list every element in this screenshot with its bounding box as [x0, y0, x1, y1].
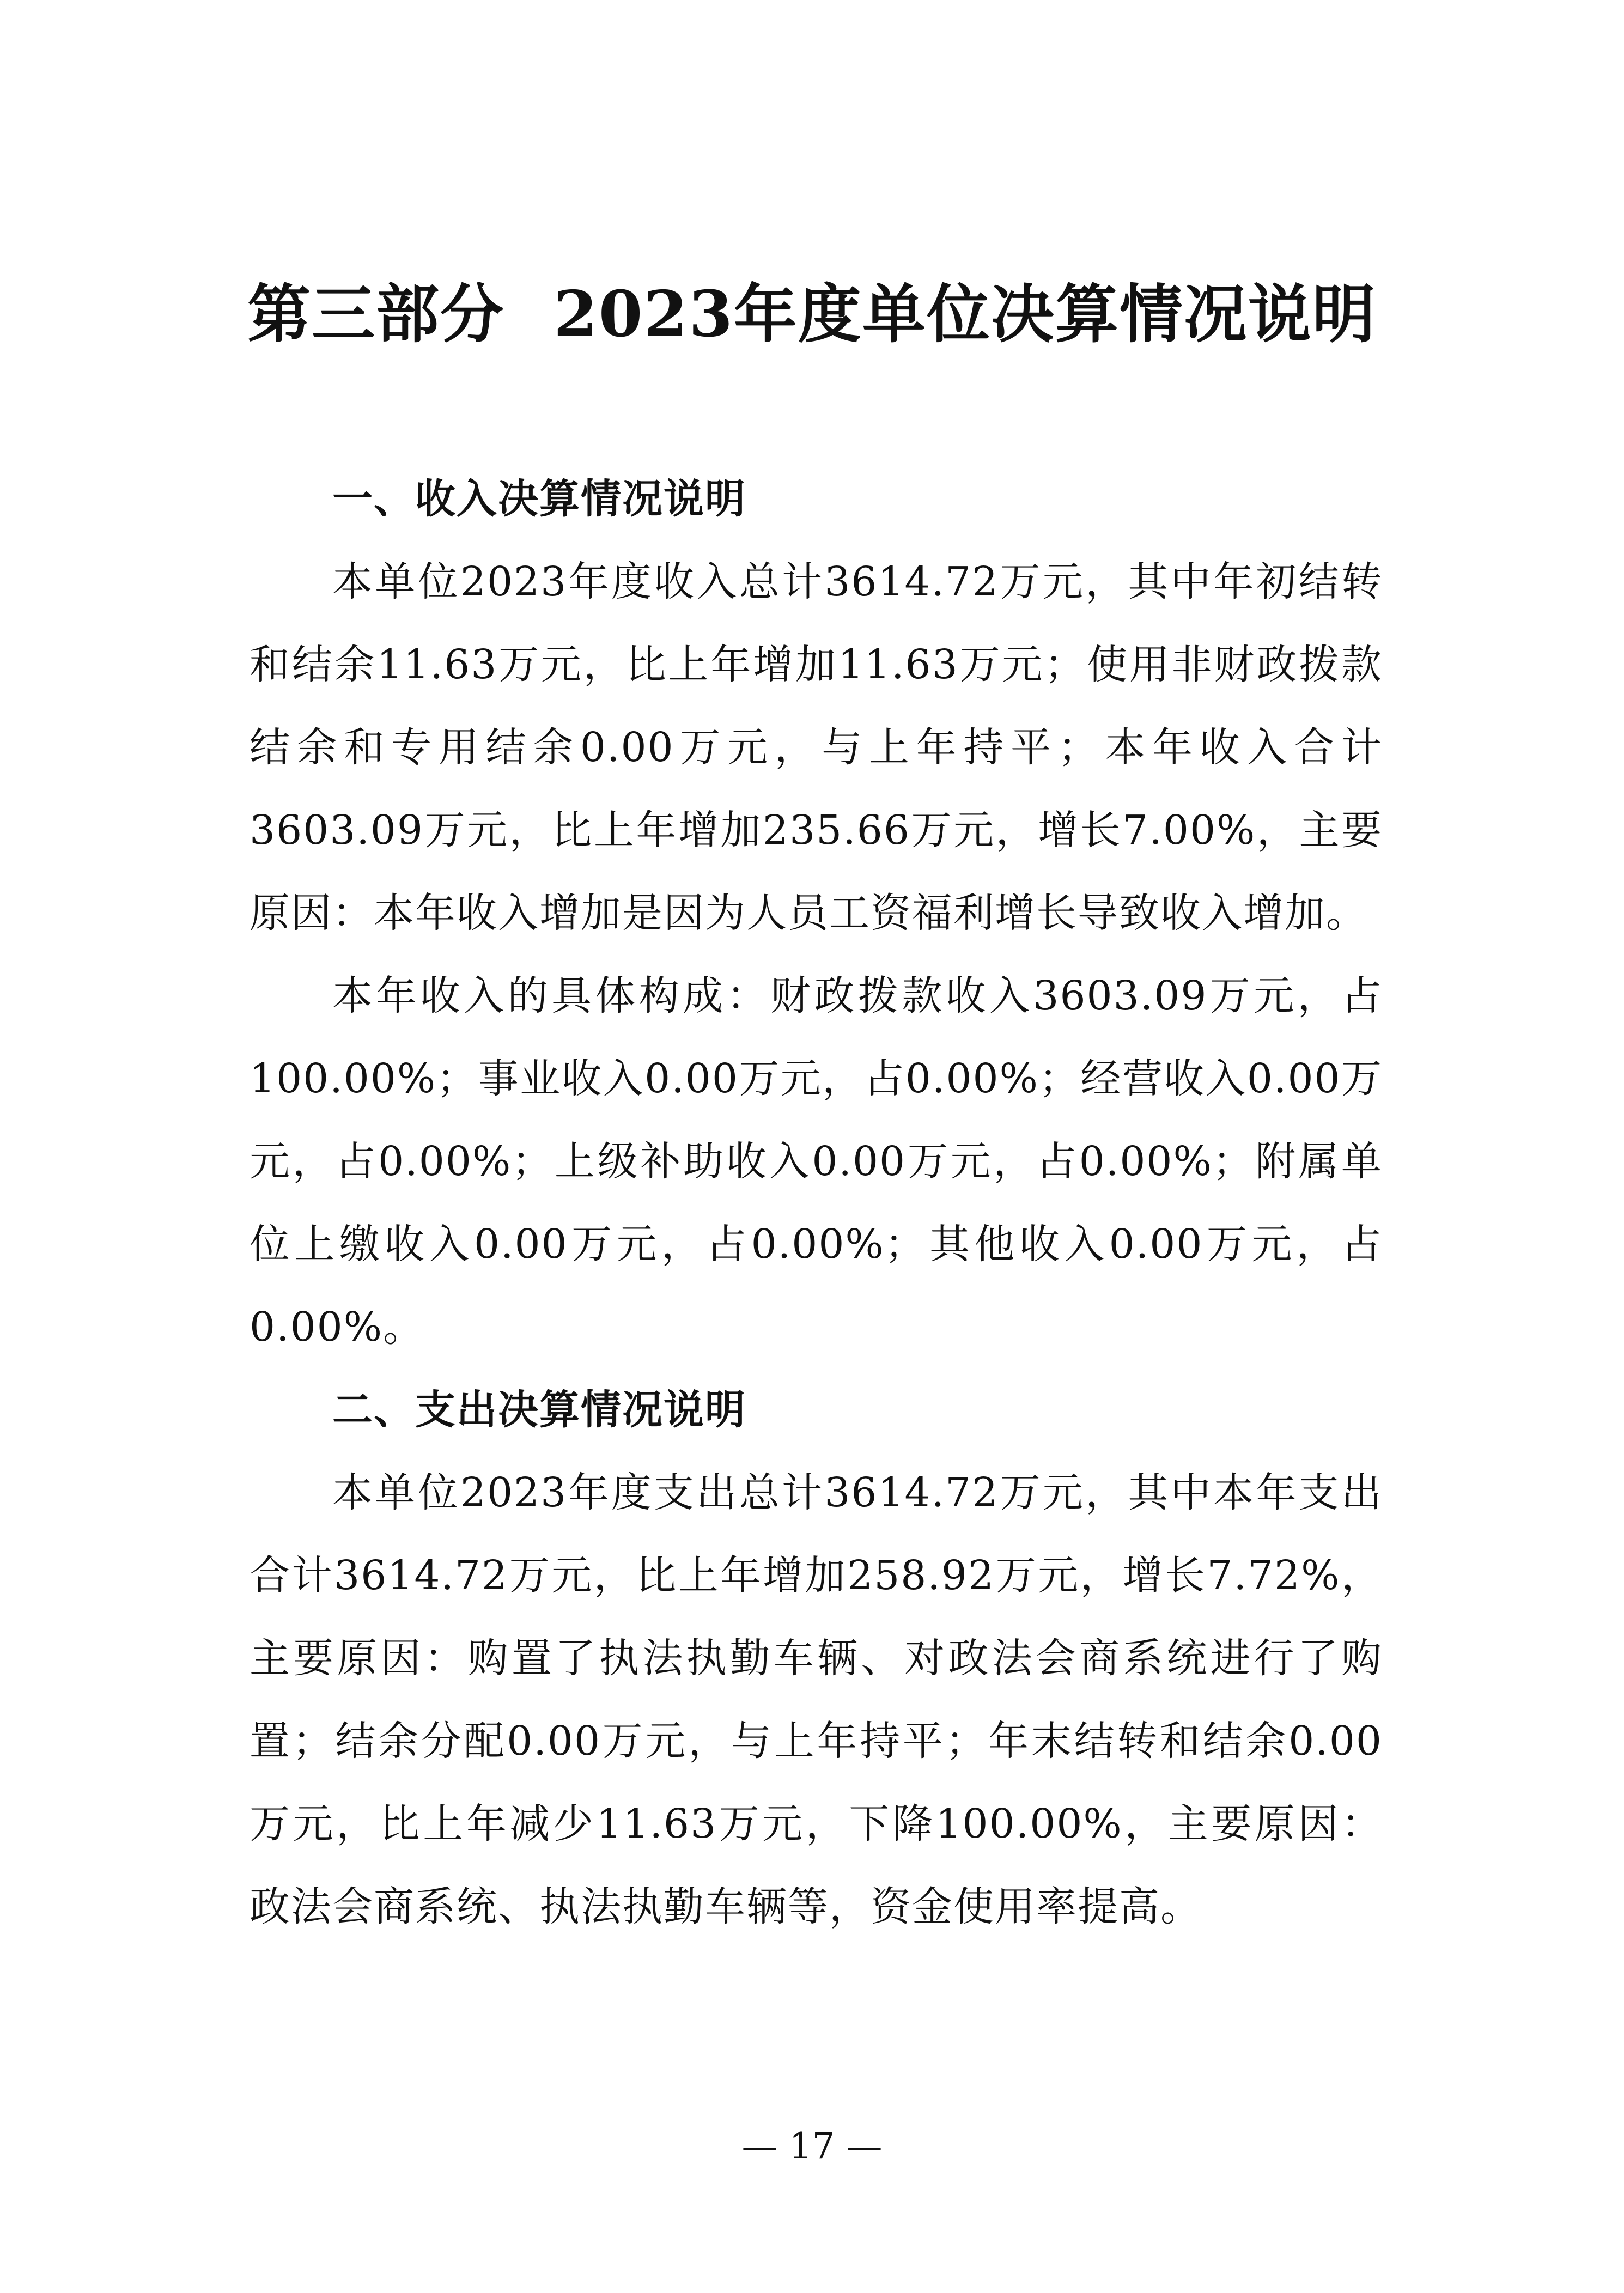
paragraph-expenditure-total: 本单位2023年度支出总计3614.72万元，其中本年支出合计3614.72万元，比上年增加258.92万元，增长7.72%，主要原因：购置了执法执勤车辆、对政法会商系统进行了购置；结余分配0.00万元，与上年持平；年末结转和结余0.00万元，比上年减少11.63万元，下降100.00%，主要原因：政法会商系统、执法执勤车辆等，资金使用率提高。 — [250, 1469, 1383, 1930]
section-heading-income: 一、收入决算情况说明 — [332, 476, 746, 522]
section-heading-expenditure: 二、支出决算情况说明 — [332, 1386, 746, 1433]
page-title — [0, 273, 1624, 355]
title-text: 2023年度单位决算情况说明 — [554, 277, 1377, 351]
paragraph-income-total: 本单位2023年度收入总计3614.72万元，其中年初结转和结余11.63万元，比上年增加11.63万元；使用非财政拨款结余和专用结余0.00万元，与上年持平；本年收入合计3603.09万元，比上年增加235.66万元，增长7.00%，主要原因：本年收入增加是因为人员工资福利增长导致收入增加。 — [250, 558, 1383, 936]
paragraph-income-composition: 本年收入的具体构成：财政拨款收入3603.09万元，占100.00%；事业收入0.00万元，占0.00%；经营收入0.00万元，占0.00%；上级补助收入0.00万元，占0.00%；附属单位上缴收入0.00万元，占0.00%；其他收入0.00万元，占0.00%。 — [250, 972, 1383, 1351]
page-number: — 17 — — [741, 2125, 883, 2167]
title-part: 第三部分 — [247, 277, 505, 351]
document-body — [250, 458, 1383, 1948]
